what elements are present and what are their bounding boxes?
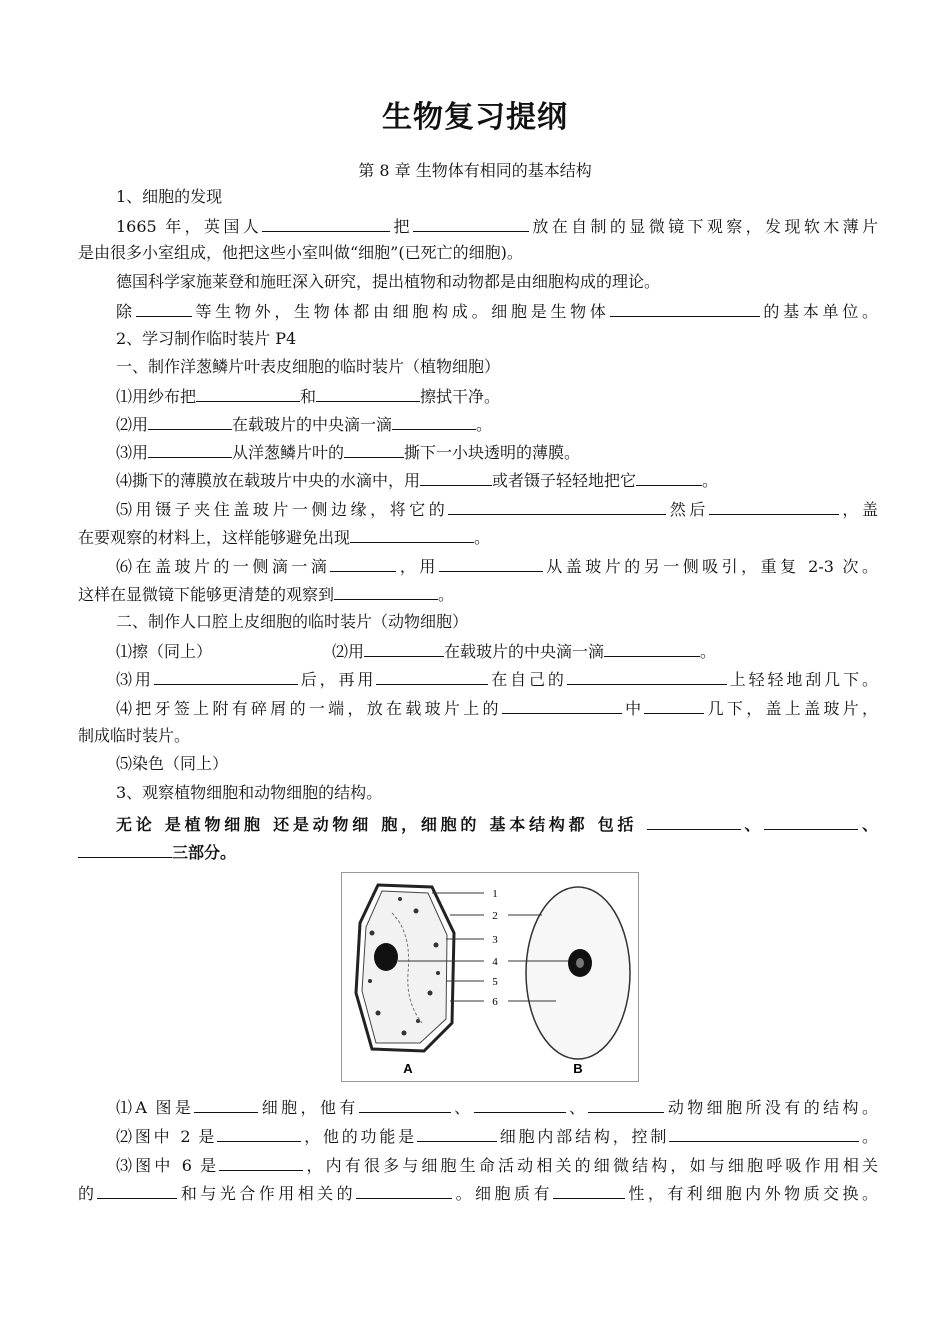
blank [262,214,390,232]
text-segment: ⑷把牙签上附有碎屑的一端，放在载玻片上的 [116,699,502,718]
diagram-label-1: 1 [492,888,498,900]
animal-cell-b [526,887,630,1059]
blank [78,840,172,858]
blank [604,639,700,657]
section-heading: 2、学习制作临时装片 P4 [116,329,297,348]
text-line [78,412,878,437]
text-line: 制成临时装片。 [78,726,191,745]
text-segment: 。 [859,1127,878,1146]
diagram-caption-b: B [573,1061,583,1076]
text-segment: 中 [621,699,645,718]
text-segment: ，用 [396,557,439,576]
text-segment: 。 [476,415,493,434]
text-segment: 擦拭干净。 [420,387,501,406]
text-line [78,214,878,239]
section-heading: 3、观察植物细胞和动物细胞的结构。 [116,783,383,802]
text-segment: 撕下一小块透明的薄膜。 [404,443,581,462]
subsection-heading: 一、制作洋葱鳞片叶表皮细胞的临时装片（植物细胞） [116,357,501,376]
blank [567,667,727,685]
blank [709,497,839,515]
text-line: 是由很多小室组成，他把这些小室叫做“细胞”(已死亡的细胞)。 [78,243,523,262]
cell-diagram-svg [342,873,638,1081]
text-segment: 在载玻片的中央滴一滴 [232,415,393,434]
blank [439,554,543,572]
diagram-caption-a: A [403,1061,413,1076]
text-segment: 。 [474,528,491,547]
text-segment: ⑵图中 2 是 [116,1127,218,1146]
text-segment: 和 [300,387,317,406]
text-segment: 。 [702,471,719,490]
text-line [78,667,878,692]
blank [359,1095,451,1113]
text-segment: 1、细胞的发现 [116,187,223,206]
text-segment: 等生物外，生物体都由细胞构成。细胞是生物体 [191,302,610,321]
text-segment: 把 [390,217,413,236]
blank [636,468,702,486]
text-segment: 细胞，他有 [258,1098,359,1117]
text-segment: 除 [116,302,136,321]
plant-cell-a [356,885,454,1051]
text-line-bold [78,812,878,837]
text-segment: 的基本单位。 [759,302,878,321]
text-line [78,1181,878,1206]
blank [219,1153,303,1171]
text-line [78,696,878,721]
diagram-label-2: 2 [492,910,498,922]
text-segment: 和与光合作用相关的 [177,1184,357,1203]
blank [344,440,404,458]
text-segment: 。 [438,585,455,604]
blank [376,667,488,685]
text-segment: ，内有很多与细胞生命活动相关的细微结构，如与细胞呼吸作用相关 [303,1156,878,1175]
text-line [78,1124,878,1149]
diagram-label-3: 3 [492,934,498,946]
blank [364,639,444,657]
text-segment: 然后 [666,500,709,519]
blank [392,412,476,430]
text-segment: 或者镊子轻轻地把它 [492,471,637,490]
diagram-label-6: 6 [492,996,498,1008]
text-segment: 的 [78,1184,98,1203]
blank [148,412,232,430]
text-segment: ⑵用 [116,415,149,434]
blank [502,696,622,714]
text-segment: 放在自制的显微镜下观察，发现软木薄片 [528,217,878,236]
blank [588,1095,664,1113]
text-segment: ⑷撕下的薄膜放在载玻片中央的水滴中，用 [116,471,421,490]
text-segment: ⑶用 [116,670,154,689]
blank [196,384,300,402]
text-segment: 、 [740,815,765,834]
text-segment: 、 [565,1098,589,1117]
text-segment: 这样在显微镜下能够更清楚的观察到 [78,585,335,604]
blank [154,667,298,685]
text-segment: 从盖玻片的另一侧吸引，重复 2-3 次。 [542,557,878,576]
text-segment: ⑹在盖玻片的一侧滴一滴 [116,557,331,576]
blank [474,1095,566,1113]
blank [350,525,474,543]
text-segment: ⑴用纱布把 [116,387,197,406]
blank [610,299,760,317]
text-segment: ⑶用 [116,443,149,462]
cell-diagram [341,872,639,1082]
text-line [78,468,878,493]
blank [448,497,666,515]
text-segment: 动物细胞所没有的结构。 [664,1098,878,1117]
text-line [78,582,878,607]
text-line: ⑸染色（同上） [116,754,229,773]
text-line [78,440,878,465]
blank [420,468,492,486]
text-segment: 在自己的 [488,670,567,689]
text-segment: ⑸用镊子夹住盖玻片一侧边缘，将它的 [116,500,449,519]
blank [316,384,420,402]
text-line: 德国科学家施莱登和施旺深入研究，提出植物和动物都是由细胞构成的理论。 [116,272,661,291]
diagram-label-4: 4 [492,956,498,968]
blank [647,812,741,830]
text-segment: 后，再用 [297,670,377,689]
text-segment: 细胞内部结构，控制 [496,1127,670,1146]
text-segment: ⑵用 [332,642,365,661]
text-line [78,554,878,579]
diagram-label-5: 5 [492,976,498,988]
text-segment: 几下，盖上盖玻片， [704,699,878,718]
text-segment: 三部分。 [172,843,237,862]
text-segment: 在载玻片的中央滴一滴 [444,642,605,661]
text-line [78,1095,878,1120]
text-segment: 、 [450,1098,474,1117]
text-line [78,639,878,664]
text-line [78,497,878,522]
blank [669,1124,859,1142]
text-segment: 上轻轻地刮几下。 [726,670,878,689]
blank [417,1124,497,1142]
blank [553,1181,625,1199]
text-segment: 无论 是植物细胞 还是动物细 胞，细胞的 基本结构都 包括 [116,815,638,834]
text-line [78,1153,878,1178]
blank [764,812,858,830]
blank [217,1124,301,1142]
section-heading [78,185,878,209]
blank [136,299,192,317]
blank [413,214,529,232]
text-segment: 、 [858,815,878,834]
blank [644,696,704,714]
text-segment: ，他的功能是 [301,1127,417,1146]
text-line-bold [78,840,878,865]
blank [97,1181,177,1199]
blank [148,440,232,458]
text-segment: 性，有利细胞内外物质交换。 [624,1184,878,1203]
blank [334,582,438,600]
text-line [78,384,878,409]
subsection-heading: 二、制作人口腔上皮细胞的临时装片（动物细胞） [116,612,469,631]
text-segment: ⑴A 图是 [116,1098,195,1117]
text-segment: 从洋葱鳞片叶的 [232,443,345,462]
blank [330,554,396,572]
chapter-title: 第 8 章 生物体有相同的基本结构 [358,161,592,180]
text-segment: 。细胞质有 [452,1184,553,1203]
page-title: 生物复习提纲 [382,100,568,135]
text-segment: 1665 年，英国人 [116,217,263,236]
text-segment: ，盖 [838,500,878,519]
text-line [78,299,878,324]
text-segment: ⑴擦（同上） [116,642,213,661]
text-line [78,525,878,550]
text-segment: ⑶图中 6 是 [116,1156,220,1175]
text-segment: 。 [700,642,717,661]
blank [356,1181,452,1199]
text-segment: 在要观察的材料上，这样能够避免出现 [78,528,351,547]
blank [194,1095,258,1113]
